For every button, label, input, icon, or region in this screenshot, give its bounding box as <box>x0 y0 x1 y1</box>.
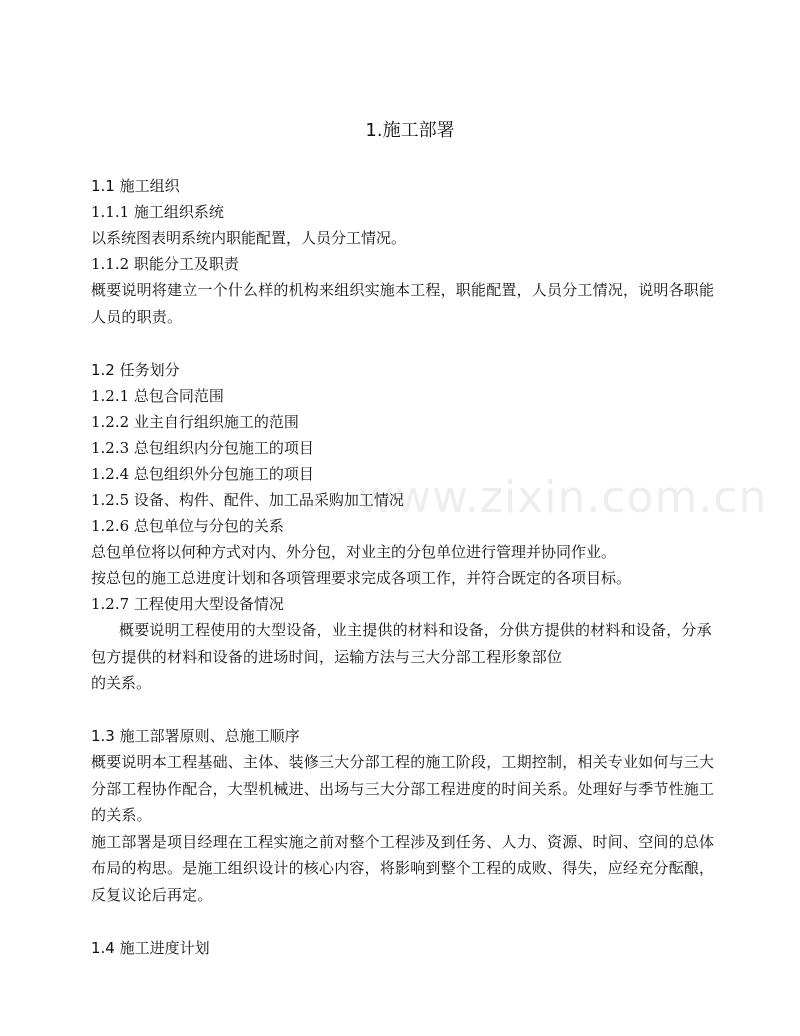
subsection-heading-1-2-3: 1.2.3 总包组织内分包施工的项目 <box>91 439 314 457</box>
subsection-heading-1-1-1: 1.1.1 施工组织系统 <box>91 203 224 221</box>
watermark: www.zixin.com.cn <box>358 472 768 523</box>
section-heading-1-3: 1.3 施工部署原则、总施工顺序 <box>91 727 300 745</box>
paragraph: 按总包的施工总进度计划和各项管理要求完成各项工作，并符合既定的各项目标。 <box>91 569 632 587</box>
subsection-heading-1-2-4: 1.2.4 总包组织外分包施工的项目 <box>91 465 314 483</box>
spacer <box>91 330 716 357</box>
section-heading-1-1: 1.1 施工组织 <box>91 177 180 195</box>
subsection-heading-1-2-2: 1.2.2 业主自行组织施工的范围 <box>91 413 299 431</box>
paragraph: 概要说明本工程基础、主体、装修三大分部工程的施工阶段，工期控制，相关专业如何与三大分部工程协作配合，大型机械进、出场与三大分部工程进度的时间关系。处理好与季节性施工的关系。 <box>91 753 715 824</box>
document-body <box>91 173 716 961</box>
subsection-heading-1-2-5: 1.2.5 设备、构件、配件、加工品采购加工情况 <box>91 491 404 509</box>
subsection-heading-1-2-6: 1.2.6 总包单位与分包的关系 <box>91 517 284 535</box>
subsection-heading-1-2-1: 1.2.1 总包合同范围 <box>91 387 224 405</box>
page-title: 1.施工部署 <box>365 120 455 141</box>
subsection-heading-1-1-2: 1.1.2 职能分工及职责 <box>91 255 239 273</box>
paragraph-continuation: 的关系。 <box>91 674 152 692</box>
paragraph: 概要说明工程使用的大型设备，业主提供的材料和设备，分供方提供的材料和设备，分承包方提供的材料和设备的进场时间，运输方法与三大分部工程形象部位 <box>91 621 712 666</box>
section-heading-1-4: 1.4 施工进度计划 <box>91 939 210 957</box>
section-heading-1-2: 1.2 任务划分 <box>91 361 180 379</box>
spacer <box>91 696 716 723</box>
paragraph: 概要说明将建立一个什么样的机构来组织实施本工程，职能配置，人员分工情况，说明各职能人员的职责。 <box>91 281 715 326</box>
spacer <box>91 908 716 935</box>
paragraph: 以系统图表明系统内职能配置，人员分工情况。 <box>91 229 407 247</box>
subsection-heading-1-2-7: 1.2.7 工程使用大型设备情况 <box>91 595 284 613</box>
paragraph: 总包单位将以何种方式对内、外分包，对业主的分包单位进行管理并协同作业。 <box>91 543 617 561</box>
paragraph: 施工部署是项目经理在工程实施之前对整个工程涉及到任务、人力、资源、时间、空间的总体布局的构思。是施工组织设计的核心内容，将影响到整个工程的成败、得失，应经充分酝酿，反复议论后再定。 <box>91 832 715 904</box>
